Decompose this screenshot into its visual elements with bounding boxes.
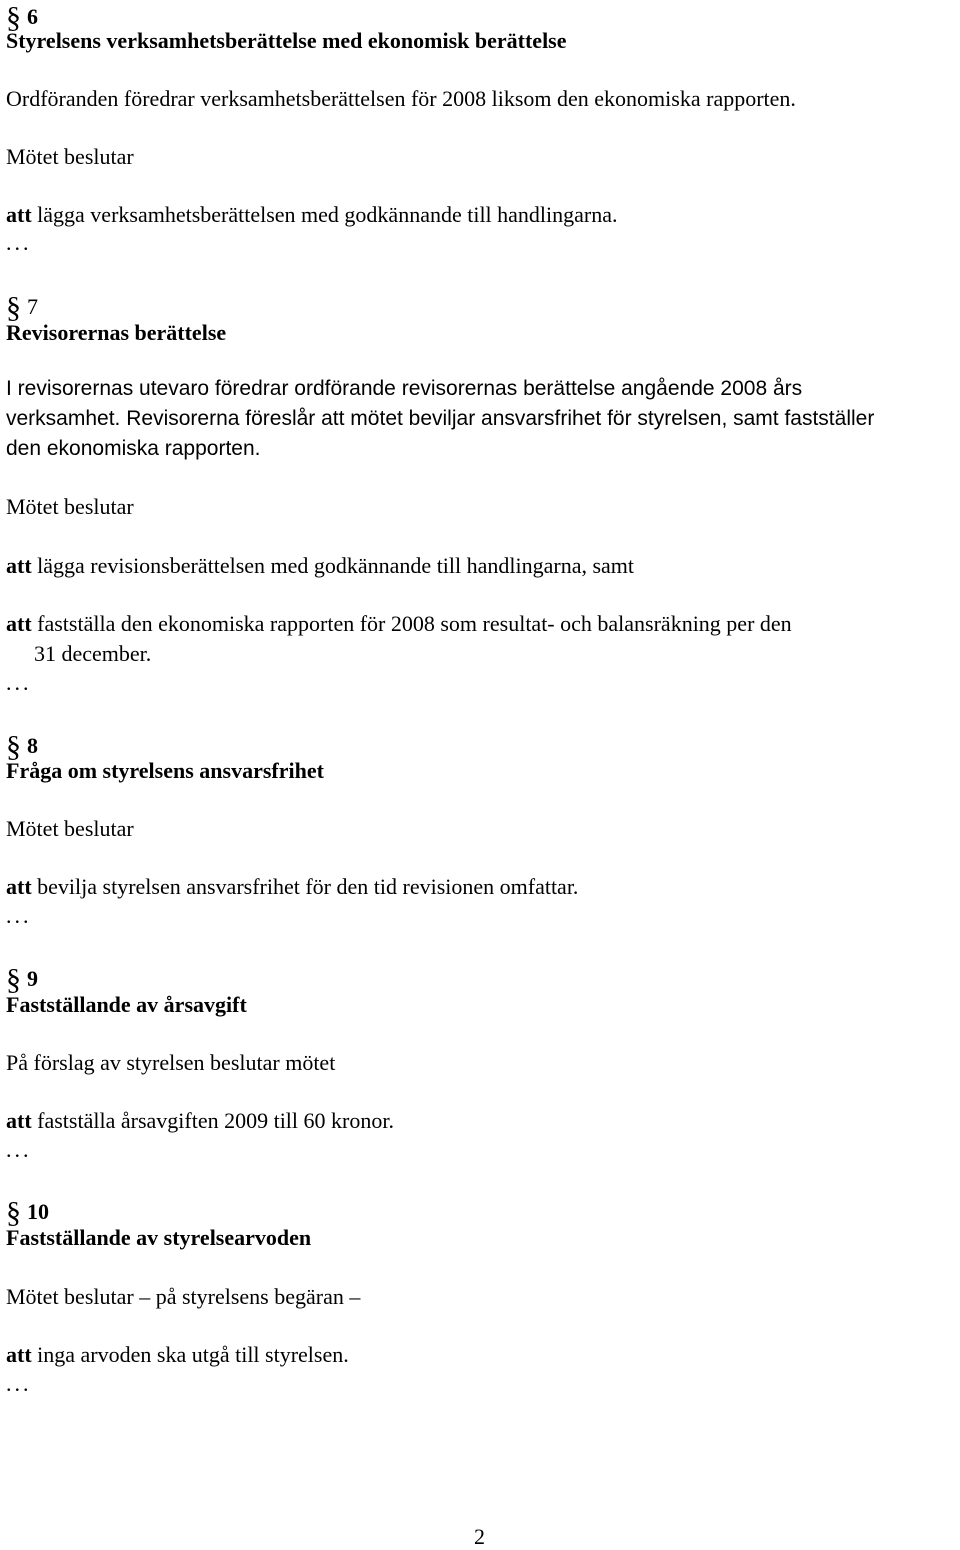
text-part-b: Revisorerna föreslår att mötet beviljar ansvarsfrihet för styrelsen, samt fastställer (126, 407, 875, 430)
att-text: inga arvoden ska utgå till styrelsen. (37, 1342, 349, 1367)
section-8-decision: Mötet beslutar (6, 816, 134, 841)
section-number: 8 (27, 733, 38, 758)
section-9-heading (6, 963, 38, 996)
section-7-text-line-1: I revisorernas utevaro föredrar ordförande revisorernas berättelse angående 2008 års (6, 377, 803, 400)
page-number: 2 (474, 1524, 485, 1549)
section-number: 9 (27, 966, 38, 991)
section-10-heading (6, 1196, 49, 1229)
section-7-att-2 (6, 611, 792, 637)
section-6-att-1 (6, 202, 618, 228)
section-9-title: Fastställande av årsavgift (6, 992, 247, 1017)
section-8-att-1 (6, 874, 578, 900)
ellipsis: ... (6, 230, 32, 255)
section-6-title: Styrelsens verksamhetsberättelse med ekonomisk berättelse (6, 28, 567, 53)
paragraph-sign: § (6, 730, 21, 763)
att-keyword: att (6, 1342, 32, 1367)
section-7-att-1 (6, 553, 634, 579)
section-8-heading (6, 730, 38, 763)
att-text: fastställa den ekonomiska rapporten för 2008 som resultat- och balansräkning per den (37, 611, 792, 636)
att-text: bevilja styrelsen ansvarsfrihet för den tid revisionen omfattar. (37, 874, 579, 899)
att-text: lägga verksamhetsberättelsen med godkännande till handlingarna. (37, 202, 618, 227)
att-keyword: att (6, 553, 32, 578)
text-part-a: verksamhet. (6, 407, 121, 430)
paragraph-sign: § (6, 1196, 21, 1229)
att-keyword: att (6, 1108, 32, 1133)
att-keyword: att (6, 611, 32, 636)
section-10-att-1 (6, 1342, 349, 1368)
ellipsis: ... (6, 670, 32, 695)
section-10-title: Fastställande av styrelsearvoden (6, 1225, 312, 1250)
section-number: 7 (27, 294, 38, 319)
section-9-att-1 (6, 1108, 394, 1134)
section-6-decision: Mötet beslutar (6, 144, 134, 169)
section-7-heading (6, 291, 38, 324)
section-6-text: Ordföranden föredrar verksamhetsberättelsen för 2008 liksom den ekonomiska rapporten. (6, 86, 796, 111)
section-number: 10 (27, 1199, 49, 1224)
section-7-text-line-3: den ekonomiska rapporten. (6, 437, 261, 460)
section-8-title: Fråga om styrelsens ansvarsfrihet (6, 758, 324, 783)
paragraph-sign: § (6, 963, 21, 996)
section-10-decision: Mötet beslutar – på styrelsens begäran – (6, 1284, 361, 1309)
ellipsis: ... (6, 1371, 32, 1396)
att-keyword: att (6, 874, 32, 899)
section-6-heading (6, 1, 38, 34)
section-7-text-line-2 (6, 406, 874, 432)
ellipsis: ... (6, 1137, 32, 1162)
ellipsis: ... (6, 903, 32, 928)
section-number: 6 (27, 4, 38, 29)
section-7-att-2-continued: 31 december. (34, 641, 152, 666)
paragraph-sign: § (6, 1, 21, 34)
paragraph-sign: § (6, 291, 21, 324)
section-7-title: Revisorernas berättelse (6, 320, 227, 345)
section-9-decision: På förslag av styrelsen beslutar mötet (6, 1050, 336, 1075)
att-text: fastställa årsavgiften 2009 till 60 kronor. (37, 1108, 394, 1133)
att-text: lägga revisionsberättelsen med godkännande till handlingarna, samt (37, 553, 635, 578)
section-7-decision: Mötet beslutar (6, 494, 134, 519)
att-keyword: att (6, 202, 32, 227)
